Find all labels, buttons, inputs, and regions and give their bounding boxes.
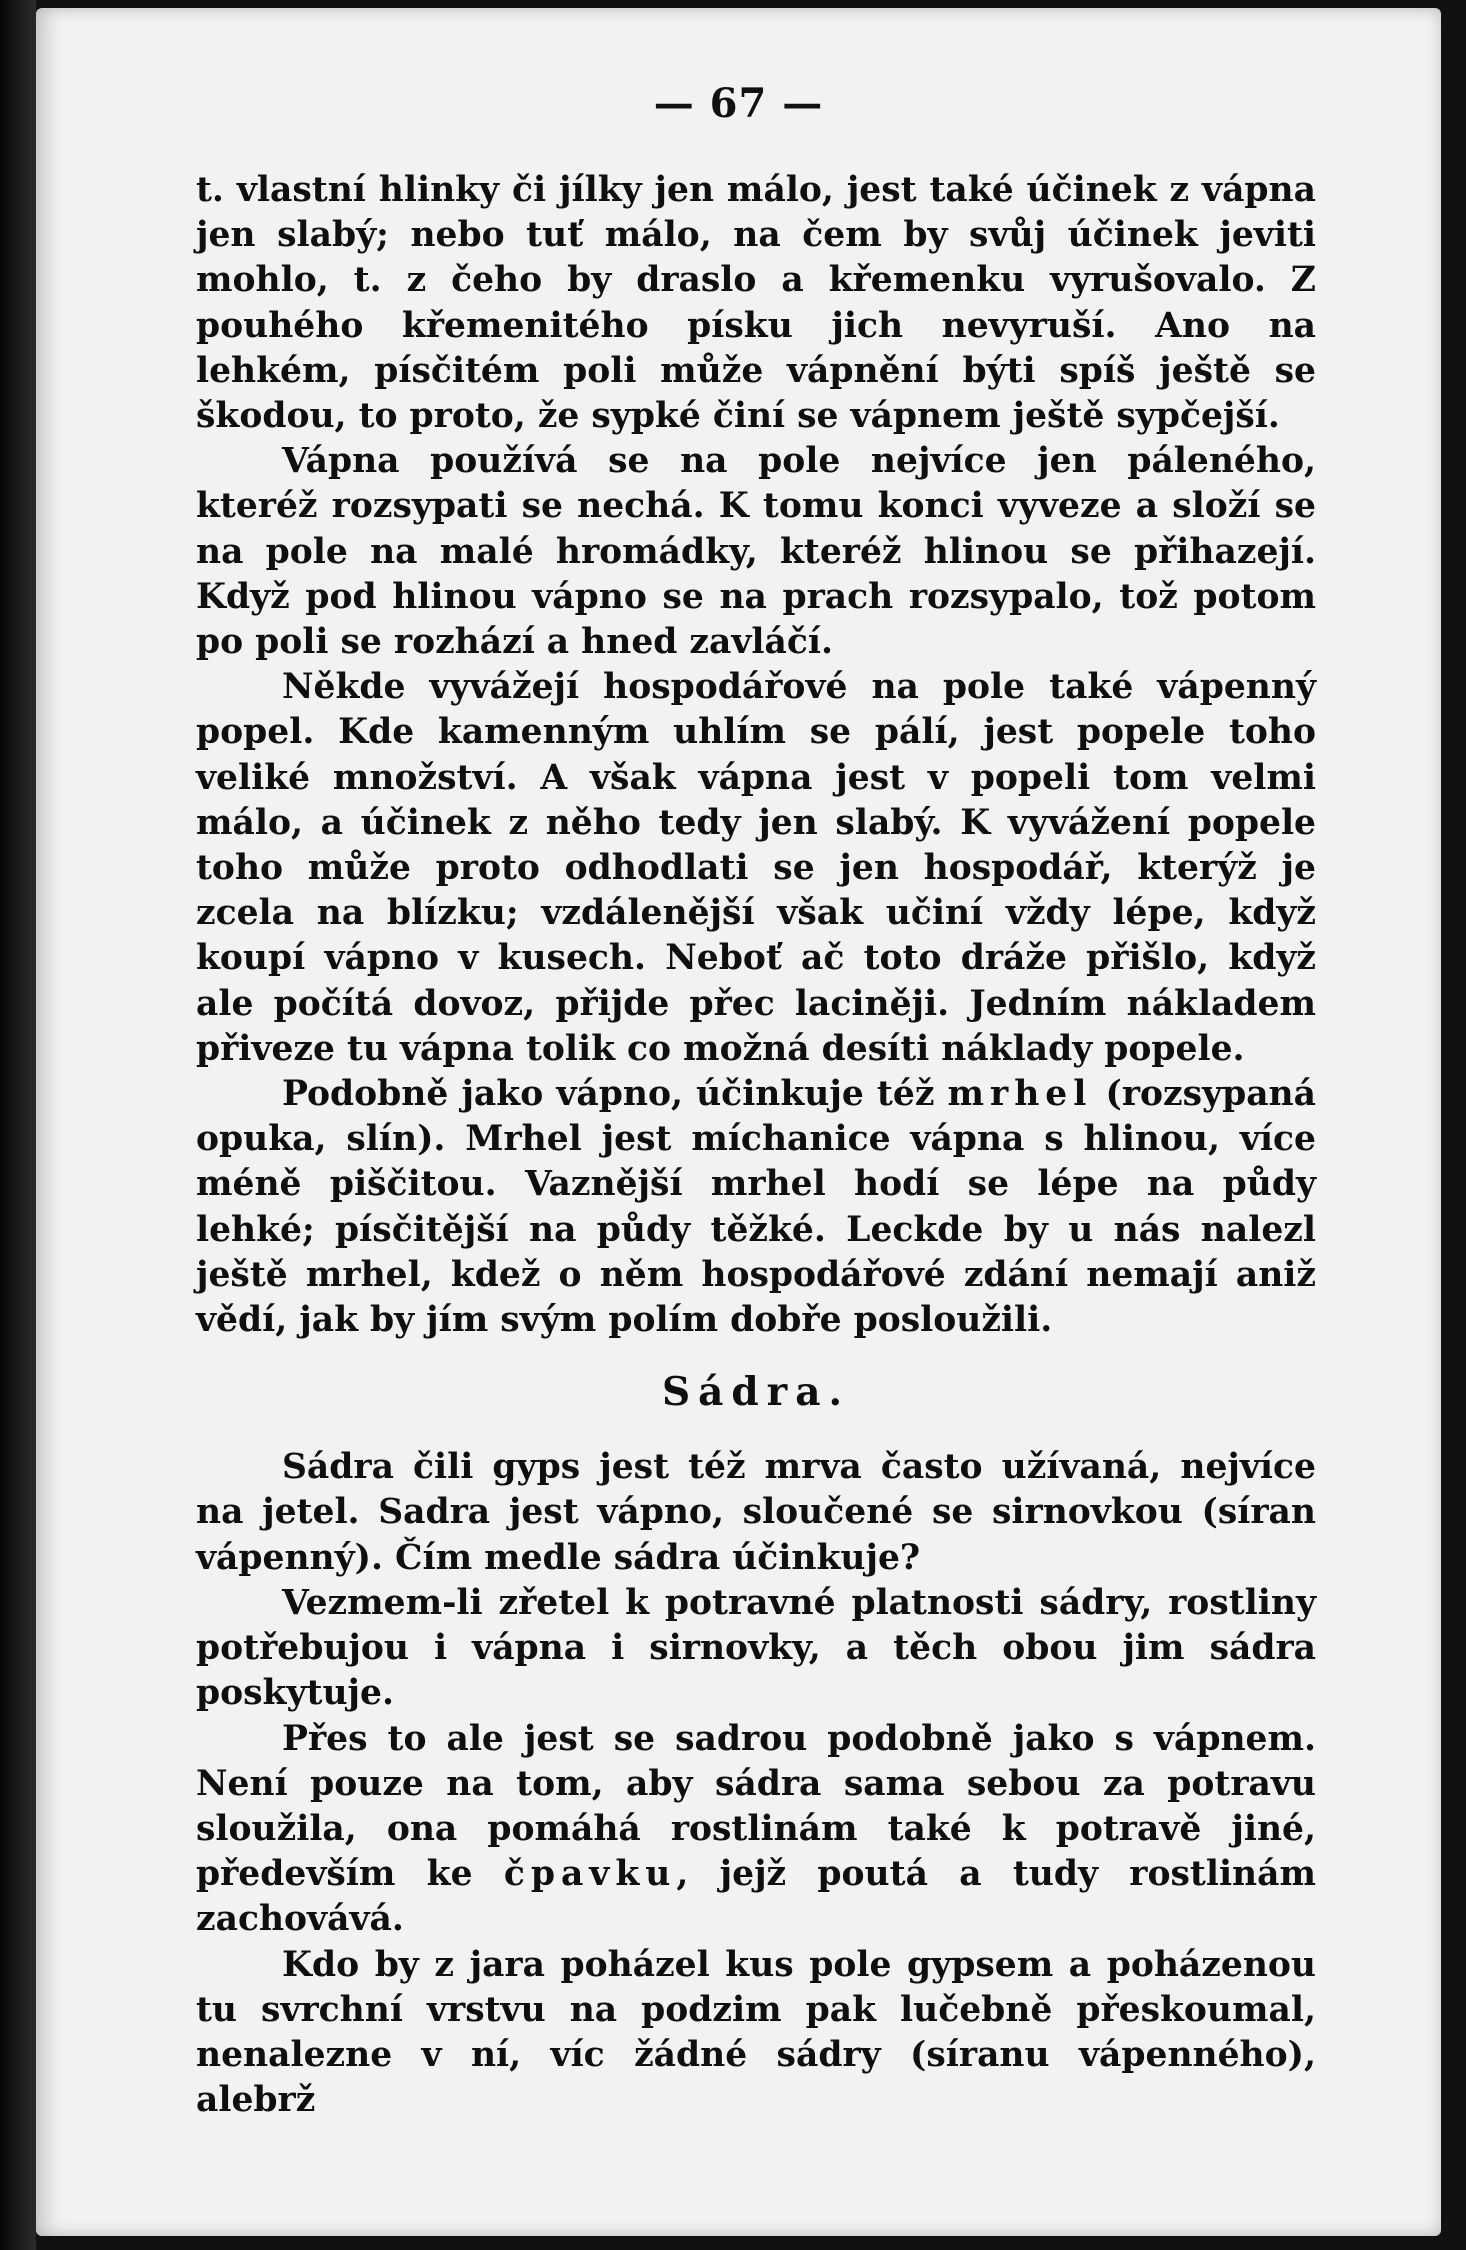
- page-text: [196, 168, 1316, 2123]
- book-page: [36, 8, 1441, 2236]
- paragraph-8: Kdo by z jara poházel kus pole gypsem a poházenou tu svrchní vrstvu na podzim pak lučebně přeskoumal, nenalezne v ní, víc žádné sádry (síranu vápenného), alebrž: [196, 1944, 1316, 2121]
- paragraph-1: t. vlastní hlinky či jílky jen málo, jest také účinek z vápna jen slabý; nebo tuť málo, na čem by svůj účinek jeviti mohlo, t. z čeho by draslo a křemenku vyrušovalo. Z pouhého křemenitého písku jich nevyruší. Ano na lehkém, písčitém poli může vápnění býti spíš ještě se škodou, to proto, že sypké činí se vápnem ještě sypčejší.: [196, 170, 1316, 437]
- paragraph-3: Někde vyvážejí hospodářové na pole také vápenný popel. Kde kamenným uhlím se pálí, jest popele toho veliké množství. A však vápna jest v popeli tom velmi málo, a účinek z něho tedy jen slabý. K vyvážení popele toho může proto odhodlati se jen hospodář, kterýž je zcela na blízku; vzdálenější však učiní vždy lépe, když koupí vápno v kusech. Neboť ač toto dráže přišlo, když ale počítá dovoz, přijde přec laciněji. Jedním nákladem přiveze tu vápna tolik co možná desíti náklady popele.: [196, 667, 1316, 1069]
- binding-edge: [0, 0, 36, 2250]
- paragraph-7: [196, 1717, 1316, 1943]
- term-mrhel: mrhel: [947, 1074, 1093, 1115]
- paragraph-2: Vápna používá se na pole nejvíce jen páleného, kteréž rozsypati se nechá. K tomu konci vyveze a složí se na pole na malé hromádky, kteréž hlinou se přihazejí. Když pod hlinou vápno se na prach rozsypalo, tož potom po poli se rozhází a hned zavláčí.: [196, 441, 1316, 663]
- paragraph-4-end: (rozsypaná opuka, slín). Mrhel jest míchanice vápna s hlinou, více méně piščitou. Vaznější mrhel hodí se lépe na půdy lehké; písčitější na půdy těžké. Leckde by u nás nalezl ještě mrhel, kdež o něm hospodářové zdání nemají aniž vědí, jak by jím svým polím dobře posloužili.: [196, 1074, 1316, 1341]
- paragraph-7-start: Přes to ale jest se sadrou podobně jako s vápnem. Není pouze na tom, aby sádra sama sebou za potravu sloužila, ona pomáhá rostlinám také k potravě jiné, především ke: [196, 1718, 1316, 1895]
- paragraph-4-start: Podobně jako vápno, účinkuje též: [282, 1074, 948, 1115]
- paragraph-7-end: , jejž poutá a tudy rostlinám zachovává.: [196, 1854, 1316, 1940]
- section-title: Sádra.: [661, 1369, 851, 1416]
- page-number: — 67 —: [653, 80, 824, 127]
- paragraph-6: Vezmem-li zřetel k potravné platnosti sádry, rostliny potřebujou i vápna i sirnovky, a těch obou jim sádra poskytuje.: [196, 1582, 1316, 1714]
- paragraph-4: [196, 1072, 1316, 1343]
- paragraph-5: Sádra čili gyps jest též mrva často užívaná, nejvíce na jetel. Sadra jest vápno, sloučené se sirnovkou (síran vápenný). Čím medle sádra účinkuje?: [196, 1447, 1316, 1578]
- term-cpavku: čpavku: [503, 1854, 677, 1895]
